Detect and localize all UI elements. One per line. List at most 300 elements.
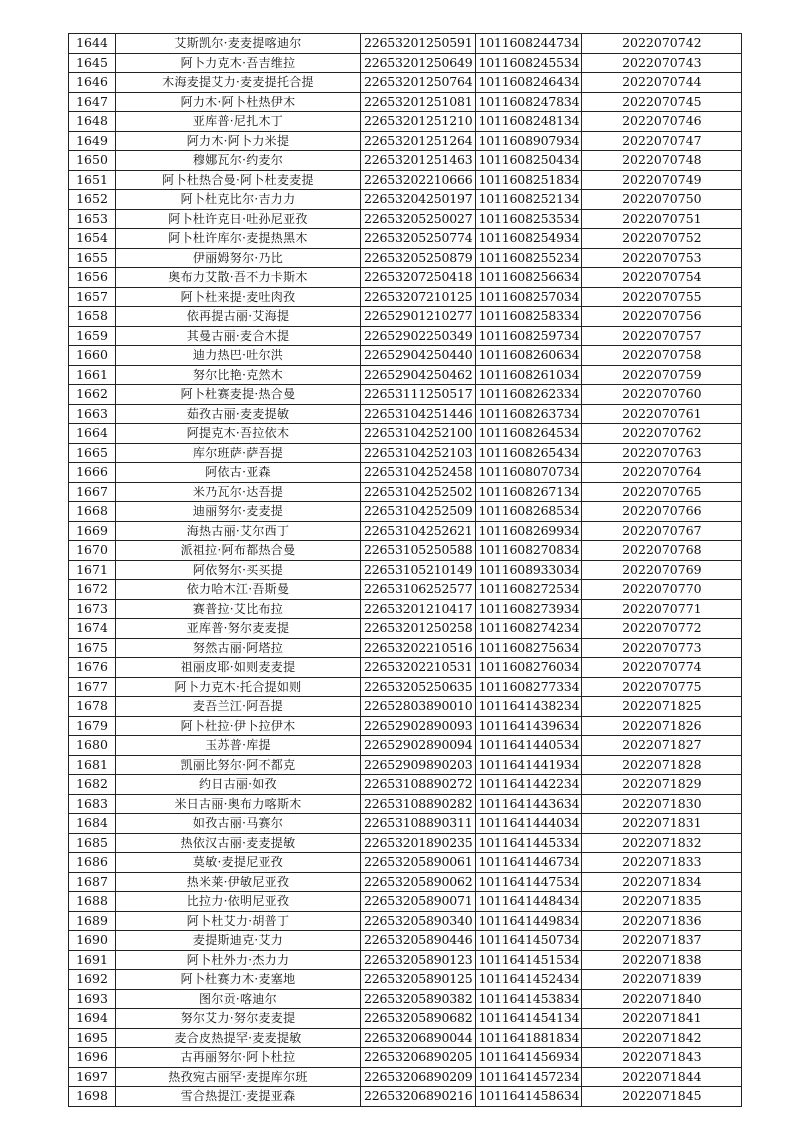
person-name-cell: 阿卜力克木·吾吉维拉 xyxy=(116,53,361,73)
row-index-cell: 1657 xyxy=(69,287,116,307)
record-code-cell: 2022071832 xyxy=(582,833,742,853)
person-name-cell: 依再提古丽·艾海提 xyxy=(116,307,361,327)
person-name-cell: 亚库普·尼扎木丁 xyxy=(116,112,361,132)
table-row xyxy=(69,53,742,73)
document-number-cell: 1011641440534 xyxy=(475,736,582,756)
record-code-cell: 2022070764 xyxy=(582,463,742,483)
row-index-cell: 1668 xyxy=(69,502,116,522)
table-row xyxy=(69,872,742,892)
person-name-cell: 阿依努尔·买买提 xyxy=(116,560,361,580)
person-name-cell: 热米莱·伊敏尼亚孜 xyxy=(116,872,361,892)
record-code-cell: 2022070752 xyxy=(582,229,742,249)
document-number-cell: 1011608907934 xyxy=(475,131,582,151)
record-code-cell: 2022070748 xyxy=(582,151,742,171)
person-name-cell: 阿卜杜热合曼·阿卜杜麦麦提 xyxy=(116,170,361,190)
document-number-cell: 1011608265434 xyxy=(475,443,582,463)
document-number-cell: 1011641449834 xyxy=(475,911,582,931)
candidate-number-cell: 22652902890094 xyxy=(361,736,476,756)
document-number-cell: 1011608256634 xyxy=(475,268,582,288)
row-index-cell: 1679 xyxy=(69,716,116,736)
document-number-cell: 1011608250434 xyxy=(475,151,582,171)
person-name-cell: 热孜宛古丽罕·麦提库尔班 xyxy=(116,1067,361,1087)
person-name-cell: 阿提克木·吾拉依木 xyxy=(116,424,361,444)
row-index-cell: 1665 xyxy=(69,443,116,463)
record-code-cell: 2022070769 xyxy=(582,560,742,580)
candidate-number-cell: 22653207210125 xyxy=(361,287,476,307)
document-number-cell: 1011641452434 xyxy=(475,970,582,990)
candidate-number-cell: 22653202210666 xyxy=(361,170,476,190)
person-name-cell: 阿卜杜艾力·胡普丁 xyxy=(116,911,361,931)
person-name-cell: 阿卜杜许克日·吐孙尼亚孜 xyxy=(116,209,361,229)
document-number-cell: 1011641443634 xyxy=(475,794,582,814)
row-index-cell: 1661 xyxy=(69,365,116,385)
person-name-cell: 凯丽比努尔·阿不都克 xyxy=(116,755,361,775)
table-row xyxy=(69,463,742,483)
table-row xyxy=(69,365,742,385)
table-row xyxy=(69,989,742,1009)
document-number-cell: 1011641445334 xyxy=(475,833,582,853)
candidate-number-cell: 22653104252621 xyxy=(361,521,476,541)
person-name-cell: 库尔班萨·萨吾提 xyxy=(116,443,361,463)
candidate-number-cell: 22653201890235 xyxy=(361,833,476,853)
roster-table xyxy=(68,33,742,1107)
candidate-number-cell: 22652904250462 xyxy=(361,365,476,385)
candidate-number-cell: 22653205250879 xyxy=(361,248,476,268)
record-code-cell: 2022070742 xyxy=(582,34,742,54)
document-number-cell: 1011641447534 xyxy=(475,872,582,892)
record-code-cell: 2022070762 xyxy=(582,424,742,444)
person-name-cell: 约日古丽·如孜 xyxy=(116,775,361,795)
row-index-cell: 1678 xyxy=(69,697,116,717)
table-row xyxy=(69,833,742,853)
person-name-cell: 阿卜杜外力·杰力力 xyxy=(116,950,361,970)
table-row xyxy=(69,34,742,54)
record-code-cell: 2022070751 xyxy=(582,209,742,229)
person-name-cell: 玉苏普·库提 xyxy=(116,736,361,756)
record-code-cell: 2022070746 xyxy=(582,112,742,132)
record-code-cell: 2022070768 xyxy=(582,541,742,561)
row-index-cell: 1693 xyxy=(69,989,116,1009)
person-name-cell: 阿卜杜克比尔·吉力力 xyxy=(116,190,361,210)
record-code-cell: 2022070743 xyxy=(582,53,742,73)
row-index-cell: 1659 xyxy=(69,326,116,346)
row-index-cell: 1671 xyxy=(69,560,116,580)
document-number-cell: 1011608260634 xyxy=(475,346,582,366)
candidate-number-cell: 22653206890044 xyxy=(361,1028,476,1048)
table-row xyxy=(69,541,742,561)
row-index-cell: 1667 xyxy=(69,482,116,502)
candidate-number-cell: 22653201250764 xyxy=(361,73,476,93)
record-code-cell: 2022071835 xyxy=(582,892,742,912)
document-number-cell: 1011608275634 xyxy=(475,638,582,658)
candidate-number-cell: 22653111250517 xyxy=(361,385,476,405)
record-code-cell: 2022070754 xyxy=(582,268,742,288)
person-name-cell: 阿卜力克木·托合提如则 xyxy=(116,677,361,697)
person-name-cell: 雪合热提江·麦提亚森 xyxy=(116,1087,361,1107)
person-name-cell: 莫敏·麦提尼亚孜 xyxy=(116,853,361,873)
record-code-cell: 2022071836 xyxy=(582,911,742,931)
row-index-cell: 1655 xyxy=(69,248,116,268)
table-row xyxy=(69,443,742,463)
candidate-number-cell: 22653206890216 xyxy=(361,1087,476,1107)
document-number-cell: 1011608247834 xyxy=(475,92,582,112)
record-code-cell: 2022071841 xyxy=(582,1009,742,1029)
candidate-number-cell: 22653205890061 xyxy=(361,853,476,873)
table-row xyxy=(69,580,742,600)
document-number-cell: 1011608261034 xyxy=(475,365,582,385)
document-number-cell: 1011608273934 xyxy=(475,599,582,619)
record-code-cell: 2022071830 xyxy=(582,794,742,814)
candidate-number-cell: 22653206890209 xyxy=(361,1067,476,1087)
table-row xyxy=(69,911,742,931)
document-number-cell: 1011608254934 xyxy=(475,229,582,249)
person-name-cell: 赛普拉·艾比布拉 xyxy=(116,599,361,619)
record-code-cell: 2022070750 xyxy=(582,190,742,210)
record-code-cell: 2022070767 xyxy=(582,521,742,541)
person-name-cell: 迪力热巴·吐尔洪 xyxy=(116,346,361,366)
table-row xyxy=(69,112,742,132)
person-name-cell: 热依汉古丽·麦麦提敏 xyxy=(116,833,361,853)
row-index-cell: 1690 xyxy=(69,931,116,951)
row-index-cell: 1651 xyxy=(69,170,116,190)
row-index-cell: 1682 xyxy=(69,775,116,795)
candidate-number-cell: 22653204250197 xyxy=(361,190,476,210)
table-row xyxy=(69,287,742,307)
person-name-cell: 海热古丽·艾尔西丁 xyxy=(116,521,361,541)
record-code-cell: 2022071839 xyxy=(582,970,742,990)
row-index-cell: 1676 xyxy=(69,658,116,678)
document-number-cell: 1011608245534 xyxy=(475,53,582,73)
row-index-cell: 1652 xyxy=(69,190,116,210)
candidate-number-cell: 22652902250349 xyxy=(361,326,476,346)
table-row xyxy=(69,1048,742,1068)
row-index-cell: 1672 xyxy=(69,580,116,600)
table-row xyxy=(69,658,742,678)
candidate-number-cell: 22653105210149 xyxy=(361,560,476,580)
candidate-number-cell: 22653201250591 xyxy=(361,34,476,54)
candidate-number-cell: 22652902890093 xyxy=(361,716,476,736)
table-row xyxy=(69,599,742,619)
record-code-cell: 2022071840 xyxy=(582,989,742,1009)
record-code-cell: 2022070774 xyxy=(582,658,742,678)
row-index-cell: 1669 xyxy=(69,521,116,541)
table-row xyxy=(69,326,742,346)
row-index-cell: 1658 xyxy=(69,307,116,327)
record-code-cell: 2022071834 xyxy=(582,872,742,892)
document-number-cell: 1011608257034 xyxy=(475,287,582,307)
document-number-cell: 1011608268534 xyxy=(475,502,582,522)
table-row xyxy=(69,424,742,444)
record-code-cell: 2022070759 xyxy=(582,365,742,385)
document-number-cell: 1011608244734 xyxy=(475,34,582,54)
row-index-cell: 1697 xyxy=(69,1067,116,1087)
document-number-cell: 1011641444034 xyxy=(475,814,582,834)
candidate-number-cell: 22653205890062 xyxy=(361,872,476,892)
row-index-cell: 1689 xyxy=(69,911,116,931)
table-row xyxy=(69,775,742,795)
record-code-cell: 2022071827 xyxy=(582,736,742,756)
person-name-cell: 穆娜瓦尔·约麦尔 xyxy=(116,151,361,171)
document-number-cell: 1011608267134 xyxy=(475,482,582,502)
table-row xyxy=(69,970,742,990)
row-index-cell: 1647 xyxy=(69,92,116,112)
record-code-cell: 2022071829 xyxy=(582,775,742,795)
candidate-number-cell: 22652909890203 xyxy=(361,755,476,775)
table-row xyxy=(69,697,742,717)
record-code-cell: 2022071831 xyxy=(582,814,742,834)
row-index-cell: 1687 xyxy=(69,872,116,892)
row-index-cell: 1681 xyxy=(69,755,116,775)
row-index-cell: 1694 xyxy=(69,1009,116,1029)
candidate-number-cell: 22653108890311 xyxy=(361,814,476,834)
candidate-number-cell: 22652901210277 xyxy=(361,307,476,327)
document-number-cell: 1011608264534 xyxy=(475,424,582,444)
table-row xyxy=(69,794,742,814)
candidate-number-cell: 22653205890382 xyxy=(361,989,476,1009)
row-index-cell: 1691 xyxy=(69,950,116,970)
record-code-cell: 2022070744 xyxy=(582,73,742,93)
document-number-cell: 1011641441934 xyxy=(475,755,582,775)
document-number-cell: 1011641457234 xyxy=(475,1067,582,1087)
row-index-cell: 1684 xyxy=(69,814,116,834)
person-name-cell: 亚库普·努尔麦麦提 xyxy=(116,619,361,639)
row-index-cell: 1675 xyxy=(69,638,116,658)
document-number-cell: 1011641451534 xyxy=(475,950,582,970)
record-code-cell: 2022071826 xyxy=(582,716,742,736)
document-number-cell: 1011641439634 xyxy=(475,716,582,736)
candidate-number-cell: 22653104252502 xyxy=(361,482,476,502)
person-name-cell: 努然古丽·阿塔拉 xyxy=(116,638,361,658)
document-number-cell: 1011608253534 xyxy=(475,209,582,229)
record-code-cell: 2022071838 xyxy=(582,950,742,970)
table-row xyxy=(69,346,742,366)
candidate-number-cell: 22653201210417 xyxy=(361,599,476,619)
record-code-cell: 2022070771 xyxy=(582,599,742,619)
table-row xyxy=(69,190,742,210)
person-name-cell: 阿卜杜来提·麦吐肉孜 xyxy=(116,287,361,307)
candidate-number-cell: 22653205250027 xyxy=(361,209,476,229)
table-row xyxy=(69,931,742,951)
table-row xyxy=(69,736,742,756)
record-code-cell: 2022070747 xyxy=(582,131,742,151)
record-code-cell: 2022071825 xyxy=(582,697,742,717)
candidate-number-cell: 22653205890071 xyxy=(361,892,476,912)
table-row xyxy=(69,853,742,873)
document-number-cell: 1011641453834 xyxy=(475,989,582,1009)
row-index-cell: 1664 xyxy=(69,424,116,444)
person-name-cell: 米日古丽·奥布力喀斯木 xyxy=(116,794,361,814)
record-code-cell: 2022070760 xyxy=(582,385,742,405)
record-code-cell: 2022070757 xyxy=(582,326,742,346)
person-name-cell: 如孜古丽·马赛尔 xyxy=(116,814,361,834)
record-code-cell: 2022071845 xyxy=(582,1087,742,1107)
row-index-cell: 1695 xyxy=(69,1028,116,1048)
table-row xyxy=(69,307,742,327)
record-code-cell: 2022071844 xyxy=(582,1067,742,1087)
person-name-cell: 比拉力·依明尼亚孜 xyxy=(116,892,361,912)
row-index-cell: 1686 xyxy=(69,853,116,873)
candidate-number-cell: 22653108890282 xyxy=(361,794,476,814)
document-number-cell: 1011608277334 xyxy=(475,677,582,697)
person-name-cell: 依力哈木江·吾斯曼 xyxy=(116,580,361,600)
row-index-cell: 1649 xyxy=(69,131,116,151)
candidate-number-cell: 22653104252103 xyxy=(361,443,476,463)
candidate-number-cell: 22653104252509 xyxy=(361,502,476,522)
document-number-cell: 1011641456934 xyxy=(475,1048,582,1068)
person-name-cell: 迪丽努尔·麦麦提 xyxy=(116,502,361,522)
candidate-number-cell: 22653205890340 xyxy=(361,911,476,931)
document-number-cell: 1011641448434 xyxy=(475,892,582,912)
person-name-cell: 麦提斯迪克·艾力 xyxy=(116,931,361,951)
row-index-cell: 1698 xyxy=(69,1087,116,1107)
row-index-cell: 1660 xyxy=(69,346,116,366)
record-code-cell: 2022070766 xyxy=(582,502,742,522)
table-row xyxy=(69,404,742,424)
table-row xyxy=(69,151,742,171)
row-index-cell: 1662 xyxy=(69,385,116,405)
document-number-cell: 1011608276034 xyxy=(475,658,582,678)
table-row xyxy=(69,209,742,229)
document-number-cell: 1011608270834 xyxy=(475,541,582,561)
table-row xyxy=(69,502,742,522)
row-index-cell: 1680 xyxy=(69,736,116,756)
record-code-cell: 2022070765 xyxy=(582,482,742,502)
record-code-cell: 2022070772 xyxy=(582,619,742,639)
record-code-cell: 2022070753 xyxy=(582,248,742,268)
person-name-cell: 奥布力艾散·吾不力卡斯木 xyxy=(116,268,361,288)
candidate-number-cell: 22653201250649 xyxy=(361,53,476,73)
person-name-cell: 阿卜杜拉·伊卜拉伊木 xyxy=(116,716,361,736)
person-name-cell: 阿力木·阿卜杜热伊木 xyxy=(116,92,361,112)
table-row xyxy=(69,170,742,190)
document-number-cell: 1011608255234 xyxy=(475,248,582,268)
row-index-cell: 1663 xyxy=(69,404,116,424)
table-row xyxy=(69,755,742,775)
document-number-cell: 1011608248134 xyxy=(475,112,582,132)
row-index-cell: 1656 xyxy=(69,268,116,288)
candidate-number-cell: 22653105250588 xyxy=(361,541,476,561)
table-row xyxy=(69,619,742,639)
record-code-cell: 2022070758 xyxy=(582,346,742,366)
candidate-number-cell: 22653202210531 xyxy=(361,658,476,678)
table-row xyxy=(69,638,742,658)
candidate-number-cell: 22653104252458 xyxy=(361,463,476,483)
table-row xyxy=(69,521,742,541)
document-number-cell: 1011608933034 xyxy=(475,560,582,580)
person-name-cell: 派祖拉·阿布都热合曼 xyxy=(116,541,361,561)
record-code-cell: 2022070775 xyxy=(582,677,742,697)
candidate-number-cell: 22653202210516 xyxy=(361,638,476,658)
table-row xyxy=(69,248,742,268)
document-number-cell: 1011608259734 xyxy=(475,326,582,346)
table-row xyxy=(69,385,742,405)
candidate-number-cell: 22653201250258 xyxy=(361,619,476,639)
document-number-cell: 1011641454134 xyxy=(475,1009,582,1029)
row-index-cell: 1653 xyxy=(69,209,116,229)
candidate-number-cell: 22653201251081 xyxy=(361,92,476,112)
record-code-cell: 2022070756 xyxy=(582,307,742,327)
candidate-number-cell: 22652904250440 xyxy=(361,346,476,366)
table-row xyxy=(69,1009,742,1029)
roster-table-body xyxy=(69,34,742,1107)
document-number-cell: 1011608258334 xyxy=(475,307,582,327)
candidate-number-cell: 22653201251463 xyxy=(361,151,476,171)
candidate-number-cell: 22653108890272 xyxy=(361,775,476,795)
table-row xyxy=(69,1028,742,1048)
table-row xyxy=(69,1067,742,1087)
table-row xyxy=(69,950,742,970)
person-name-cell: 努尔比艳·克然木 xyxy=(116,365,361,385)
table-row xyxy=(69,814,742,834)
row-index-cell: 1650 xyxy=(69,151,116,171)
person-name-cell: 古再丽努尔·阿卜杜拉 xyxy=(116,1048,361,1068)
row-index-cell: 1674 xyxy=(69,619,116,639)
person-name-cell: 阿卜杜赛力木·麦塞地 xyxy=(116,970,361,990)
candidate-number-cell: 22653201251210 xyxy=(361,112,476,132)
table-row xyxy=(69,482,742,502)
candidate-number-cell: 22653205890123 xyxy=(361,950,476,970)
table-row xyxy=(69,229,742,249)
row-index-cell: 1673 xyxy=(69,599,116,619)
row-index-cell: 1692 xyxy=(69,970,116,990)
table-row xyxy=(69,1087,742,1107)
document-number-cell: 1011608251834 xyxy=(475,170,582,190)
table-row xyxy=(69,716,742,736)
document-number-cell: 1011608246434 xyxy=(475,73,582,93)
row-index-cell: 1644 xyxy=(69,34,116,54)
person-name-cell: 祖丽皮耶·如则麦麦提 xyxy=(116,658,361,678)
record-code-cell: 2022070755 xyxy=(582,287,742,307)
record-code-cell: 2022070745 xyxy=(582,92,742,112)
row-index-cell: 1696 xyxy=(69,1048,116,1068)
row-index-cell: 1670 xyxy=(69,541,116,561)
person-name-cell: 茹孜古丽·麦麦提敏 xyxy=(116,404,361,424)
row-index-cell: 1688 xyxy=(69,892,116,912)
person-name-cell: 艾斯凯尔·麦麦提喀迪尔 xyxy=(116,34,361,54)
candidate-number-cell: 22653205890446 xyxy=(361,931,476,951)
person-name-cell: 伊丽姆努尔·乃比 xyxy=(116,248,361,268)
person-name-cell: 米乃瓦尔·达吾提 xyxy=(116,482,361,502)
table-row xyxy=(69,268,742,288)
document-number-cell: 1011608263734 xyxy=(475,404,582,424)
row-index-cell: 1645 xyxy=(69,53,116,73)
record-code-cell: 2022070761 xyxy=(582,404,742,424)
document-number-cell: 1011608252134 xyxy=(475,190,582,210)
person-name-cell: 麦合皮热提罕·麦麦提敏 xyxy=(116,1028,361,1048)
candidate-number-cell: 22653205890125 xyxy=(361,970,476,990)
candidate-number-cell: 22653205250635 xyxy=(361,677,476,697)
document-number-cell: 1011608269934 xyxy=(475,521,582,541)
candidate-number-cell: 22653104251446 xyxy=(361,404,476,424)
row-index-cell: 1654 xyxy=(69,229,116,249)
record-code-cell: 2022071842 xyxy=(582,1028,742,1048)
person-name-cell: 其曼古丽·麦合木提 xyxy=(116,326,361,346)
candidate-number-cell: 22653104252100 xyxy=(361,424,476,444)
candidate-number-cell: 22653207250418 xyxy=(361,268,476,288)
table-row xyxy=(69,677,742,697)
document-number-cell: 1011608262334 xyxy=(475,385,582,405)
candidate-number-cell: 22652803890010 xyxy=(361,697,476,717)
document-number-cell: 1011641881834 xyxy=(475,1028,582,1048)
table-row xyxy=(69,560,742,580)
record-code-cell: 2022071828 xyxy=(582,755,742,775)
candidate-number-cell: 22653206890205 xyxy=(361,1048,476,1068)
person-name-cell: 阿力木·阿卜力米提 xyxy=(116,131,361,151)
document-number-cell: 1011641458634 xyxy=(475,1087,582,1107)
record-code-cell: 2022070749 xyxy=(582,170,742,190)
candidate-number-cell: 22653106252577 xyxy=(361,580,476,600)
row-index-cell: 1666 xyxy=(69,463,116,483)
